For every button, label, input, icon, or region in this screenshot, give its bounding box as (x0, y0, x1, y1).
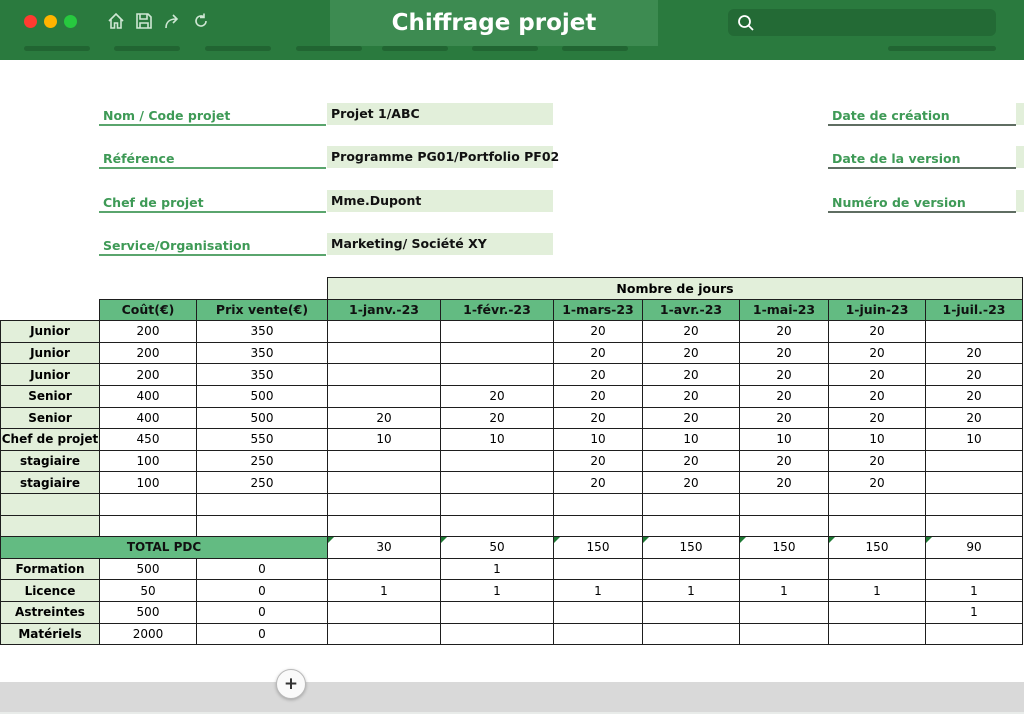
title-bar (0, 0, 1024, 60)
days-cell[interactable]: 20 (554, 364, 643, 386)
days-cell[interactable]: 20 (829, 472, 926, 494)
role-cell[interactable] (1, 515, 100, 537)
price-cell[interactable]: 0 (197, 558, 328, 580)
reference-label: Référence (99, 147, 326, 169)
days-cell[interactable] (441, 515, 554, 537)
role-cell[interactable]: Junior (1, 342, 100, 364)
days-cell[interactable] (740, 493, 829, 515)
days-cell[interactable]: 20 (328, 407, 441, 429)
qty-cell[interactable] (740, 558, 829, 580)
qty-cell[interactable] (926, 558, 1023, 580)
project-manager-label: Chef de projet (99, 191, 326, 213)
days-cell[interactable] (441, 342, 554, 364)
days-cell[interactable]: 20 (643, 407, 740, 429)
days-cell[interactable] (441, 450, 554, 472)
price-cell[interactable]: 0 (197, 601, 328, 623)
month-header: 1-avr.-23 (643, 299, 740, 321)
service-label: Service/Organisation (99, 234, 326, 256)
cost-cell[interactable] (100, 515, 197, 537)
days-cell[interactable] (328, 364, 441, 386)
days-cell[interactable]: 10 (554, 429, 643, 451)
home-icon[interactable] (106, 11, 126, 31)
days-cell[interactable]: 20 (740, 450, 829, 472)
days-cell[interactable] (328, 515, 441, 537)
role-cell[interactable] (1, 493, 100, 515)
days-cell[interactable]: 20 (829, 364, 926, 386)
qty-cell[interactable] (926, 623, 1023, 645)
qty-cell[interactable]: 1 (441, 558, 554, 580)
days-cell[interactable]: 20 (740, 321, 829, 343)
price-cell[interactable] (197, 515, 328, 537)
ribbon-tab-placeholder[interactable] (562, 46, 628, 51)
staff-row (1, 385, 1023, 407)
qty-cell[interactable] (740, 623, 829, 645)
project-name-label: Nom / Code projet (99, 104, 326, 126)
month-header: 1-juin-23 (829, 299, 926, 321)
days-header: Nombre de jours (328, 278, 1023, 300)
save-icon[interactable] (134, 11, 154, 31)
version-number-label: Numéro de version (828, 191, 1016, 213)
qty-cell[interactable]: 1 (554, 580, 643, 602)
days-cell[interactable]: 10 (441, 429, 554, 451)
qty-cell[interactable] (829, 623, 926, 645)
days-cell[interactable] (441, 321, 554, 343)
days-cell[interactable] (926, 472, 1023, 494)
days-cell[interactable]: 20 (643, 364, 740, 386)
sheet-tab-bar (0, 682, 1024, 712)
other-cost-row (1, 558, 1023, 580)
qty-cell[interactable] (643, 601, 740, 623)
days-cell[interactable] (643, 515, 740, 537)
qty-cell[interactable] (740, 601, 829, 623)
days-cell[interactable] (926, 493, 1023, 515)
formula-indicator-icon (829, 537, 835, 543)
days-cell[interactable]: 20 (554, 450, 643, 472)
cost-cell[interactable]: 450 (100, 429, 197, 451)
days-cell[interactable] (328, 342, 441, 364)
days-cell[interactable]: 20 (643, 385, 740, 407)
staff-row (1, 515, 1023, 537)
formula-indicator-icon (926, 537, 932, 543)
cost-cell[interactable]: 50 (100, 580, 197, 602)
days-cell[interactable]: 20 (740, 407, 829, 429)
qty-cell[interactable] (328, 623, 441, 645)
total-value: 150 (865, 540, 889, 555)
role-cell[interactable]: Junior (1, 364, 100, 386)
project-manager-value[interactable]: Mme.Dupont (327, 190, 553, 212)
qty-cell[interactable] (554, 558, 643, 580)
days-cell[interactable]: 10 (643, 429, 740, 451)
version-date-label: Date de la version (828, 147, 1016, 169)
qty-cell[interactable]: 1 (829, 580, 926, 602)
price-cell[interactable]: 350 (197, 342, 328, 364)
cost-header: Coût(€) (100, 299, 197, 321)
staff-row (1, 407, 1023, 429)
total-value: 50 (489, 540, 505, 555)
days-cell[interactable] (829, 493, 926, 515)
days-cell[interactable] (328, 321, 441, 343)
days-cell[interactable] (328, 450, 441, 472)
formula-indicator-icon (554, 537, 560, 543)
days-cell[interactable] (926, 450, 1023, 472)
price-cell[interactable] (197, 493, 328, 515)
other-cost-row (1, 601, 1023, 623)
qty-cell[interactable] (643, 558, 740, 580)
days-cell[interactable]: 20 (829, 321, 926, 343)
total-cell[interactable] (740, 537, 829, 559)
price-cell[interactable]: 500 (197, 385, 328, 407)
other-label-cell[interactable]: Astreintes (1, 601, 100, 623)
reference-value[interactable]: Programme PG01/Portfolio PF02 (327, 146, 553, 168)
formula-indicator-icon (328, 537, 334, 543)
qty-cell[interactable]: 1 (926, 601, 1023, 623)
column-header-row (1, 299, 1023, 321)
staff-row (1, 450, 1023, 472)
qty-cell[interactable]: 1 (643, 580, 740, 602)
ribbon-tab-placeholder[interactable] (472, 46, 538, 51)
close-button[interactable] (24, 15, 37, 28)
ribbon-tab-placeholder[interactable] (205, 46, 271, 51)
days-cell[interactable]: 20 (829, 407, 926, 429)
days-cell[interactable]: 20 (554, 342, 643, 364)
cost-cell[interactable]: 100 (100, 450, 197, 472)
window-title: Chiffrage projet (391, 10, 597, 36)
version-number-value[interactable] (1016, 190, 1024, 212)
other-label-cell[interactable]: Matériels (1, 623, 100, 645)
cost-cell[interactable]: 400 (100, 407, 197, 429)
ribbon-tab-placeholder[interactable] (382, 46, 448, 51)
role-cell[interactable]: stagiaire (1, 472, 100, 494)
qty-cell[interactable]: 1 (328, 580, 441, 602)
month-header: 1-févr.-23 (441, 299, 554, 321)
formula-indicator-icon (643, 537, 649, 543)
add-sheet-button[interactable]: + (276, 669, 306, 699)
days-cell[interactable]: 20 (740, 385, 829, 407)
cost-cell[interactable]: 2000 (100, 623, 197, 645)
other-cost-row (1, 623, 1023, 645)
formula-indicator-icon (740, 537, 746, 543)
cost-cell[interactable]: 100 (100, 472, 197, 494)
qty-cell[interactable]: 1 (740, 580, 829, 602)
month-header: 1-mai-23 (740, 299, 829, 321)
formula-indicator-icon (441, 537, 447, 543)
cost-cell[interactable]: 200 (100, 342, 197, 364)
days-cell[interactable]: 20 (829, 342, 926, 364)
days-cell[interactable]: 20 (740, 364, 829, 386)
role-cell[interactable]: Junior (1, 321, 100, 343)
project-name-value[interactable]: Projet 1/ABC (327, 103, 553, 125)
days-cell[interactable]: 10 (829, 429, 926, 451)
days-cell[interactable]: 10 (740, 429, 829, 451)
total-value: 150 (772, 540, 796, 555)
role-cell[interactable]: Senior (1, 407, 100, 429)
creation-date-label: Date de création (828, 104, 1016, 126)
days-cell[interactable]: 20 (554, 385, 643, 407)
version-date-value[interactable] (1016, 146, 1024, 168)
days-cell[interactable]: 20 (926, 364, 1023, 386)
days-cell[interactable]: 20 (643, 321, 740, 343)
staff-row (1, 472, 1023, 494)
staff-row (1, 342, 1023, 364)
price-cell[interactable]: 350 (197, 364, 328, 386)
ribbon-tab-placeholder[interactable] (24, 46, 90, 51)
qty-cell[interactable] (441, 623, 554, 645)
days-cell[interactable]: 20 (829, 450, 926, 472)
days-cell[interactable] (554, 515, 643, 537)
days-cell[interactable] (643, 493, 740, 515)
total-value: 150 (586, 540, 610, 555)
ribbon-tab-placeholder[interactable] (296, 46, 362, 51)
ribbon-tab-placeholder[interactable] (114, 46, 180, 51)
price-cell[interactable]: 550 (197, 429, 328, 451)
role-cell[interactable]: Chef de projet (1, 429, 100, 451)
total-cell[interactable] (926, 537, 1023, 559)
other-label-cell[interactable]: Formation (1, 558, 100, 580)
cost-cell[interactable] (100, 493, 197, 515)
days-cell[interactable] (829, 515, 926, 537)
qty-cell[interactable] (328, 558, 441, 580)
month-header: 1-juil.-23 (926, 299, 1023, 321)
total-cell[interactable] (554, 537, 643, 559)
cost-cell[interactable]: 500 (100, 601, 197, 623)
total-value: 150 (679, 540, 703, 555)
days-cell[interactable] (554, 493, 643, 515)
role-cell[interactable]: stagiaire (1, 450, 100, 472)
days-cell[interactable]: 20 (740, 342, 829, 364)
price-cell[interactable]: 0 (197, 623, 328, 645)
days-cell[interactable]: 20 (554, 321, 643, 343)
days-header-row (1, 278, 1023, 300)
month-header: 1-janv.-23 (328, 299, 441, 321)
minimize-button[interactable] (44, 15, 57, 28)
share-icon[interactable] (162, 11, 182, 31)
qty-cell[interactable] (554, 601, 643, 623)
total-label: TOTAL PDC (1, 537, 328, 559)
price-cell[interactable]: 350 (197, 321, 328, 343)
price-cell[interactable]: 250 (197, 472, 328, 494)
days-cell[interactable] (926, 321, 1023, 343)
qty-cell[interactable] (829, 558, 926, 580)
cost-cell[interactable]: 200 (100, 364, 197, 386)
service-value[interactable]: Marketing/ Société XY (327, 233, 553, 255)
days-cell[interactable]: 20 (643, 450, 740, 472)
qty-cell[interactable] (554, 623, 643, 645)
qty-cell[interactable]: 1 (926, 580, 1023, 602)
qty-cell[interactable] (829, 601, 926, 623)
days-cell[interactable] (926, 515, 1023, 537)
maximize-button[interactable] (64, 15, 77, 28)
total-cell[interactable] (829, 537, 926, 559)
total-row (1, 537, 1023, 559)
total-cell[interactable] (441, 537, 554, 559)
price-cell[interactable]: 500 (197, 407, 328, 429)
other-label-cell[interactable]: Licence (1, 580, 100, 602)
refresh-icon[interactable] (191, 11, 211, 31)
cost-cell[interactable]: 400 (100, 385, 197, 407)
days-cell[interactable]: 20 (643, 472, 740, 494)
price-header: Prix vente(€) (197, 299, 328, 321)
price-cell[interactable]: 0 (197, 580, 328, 602)
ribbon-tab-placeholder[interactable] (888, 46, 996, 51)
cost-cell[interactable]: 200 (100, 321, 197, 343)
days-cell[interactable] (328, 385, 441, 407)
days-cell[interactable]: 20 (554, 407, 643, 429)
days-cell[interactable]: 20 (926, 407, 1023, 429)
total-cell[interactable] (643, 537, 740, 559)
total-value: 90 (966, 540, 982, 555)
days-cell[interactable]: 20 (829, 385, 926, 407)
spreadsheet-area (0, 60, 1024, 682)
qty-cell[interactable]: 1 (441, 580, 554, 602)
window-title-box (330, 0, 658, 46)
days-cell[interactable] (328, 472, 441, 494)
days-cell[interactable]: 20 (643, 342, 740, 364)
blank-cell (1, 278, 328, 300)
blank-cell (1, 299, 100, 321)
cost-cell[interactable]: 500 (100, 558, 197, 580)
days-cell[interactable]: 10 (926, 429, 1023, 451)
days-cell[interactable]: 20 (926, 342, 1023, 364)
staff-row (1, 493, 1023, 515)
search-field[interactable] (728, 9, 996, 36)
other-cost-row (1, 580, 1023, 602)
days-cell[interactable] (441, 472, 554, 494)
days-cell[interactable]: 20 (740, 472, 829, 494)
days-cell[interactable]: 20 (441, 385, 554, 407)
days-cell[interactable] (740, 515, 829, 537)
days-cell[interactable] (441, 493, 554, 515)
qty-cell[interactable] (328, 601, 441, 623)
days-cell[interactable]: 10 (328, 429, 441, 451)
days-cell[interactable]: 20 (441, 407, 554, 429)
days-cell[interactable]: 20 (926, 385, 1023, 407)
days-cell[interactable] (441, 364, 554, 386)
role-cell[interactable]: Senior (1, 385, 100, 407)
staff-row (1, 321, 1023, 343)
qty-cell[interactable] (643, 623, 740, 645)
month-header: 1-mars-23 (554, 299, 643, 321)
creation-date-value[interactable] (1016, 103, 1024, 125)
total-cell[interactable] (328, 537, 441, 559)
search-icon (736, 13, 756, 33)
staff-row (1, 364, 1023, 386)
total-value: 30 (376, 540, 392, 555)
days-cell[interactable] (328, 493, 441, 515)
costing-grid (0, 277, 1023, 645)
price-cell[interactable]: 250 (197, 450, 328, 472)
staff-row (1, 429, 1023, 451)
days-cell[interactable]: 20 (554, 472, 643, 494)
qty-cell[interactable] (441, 601, 554, 623)
